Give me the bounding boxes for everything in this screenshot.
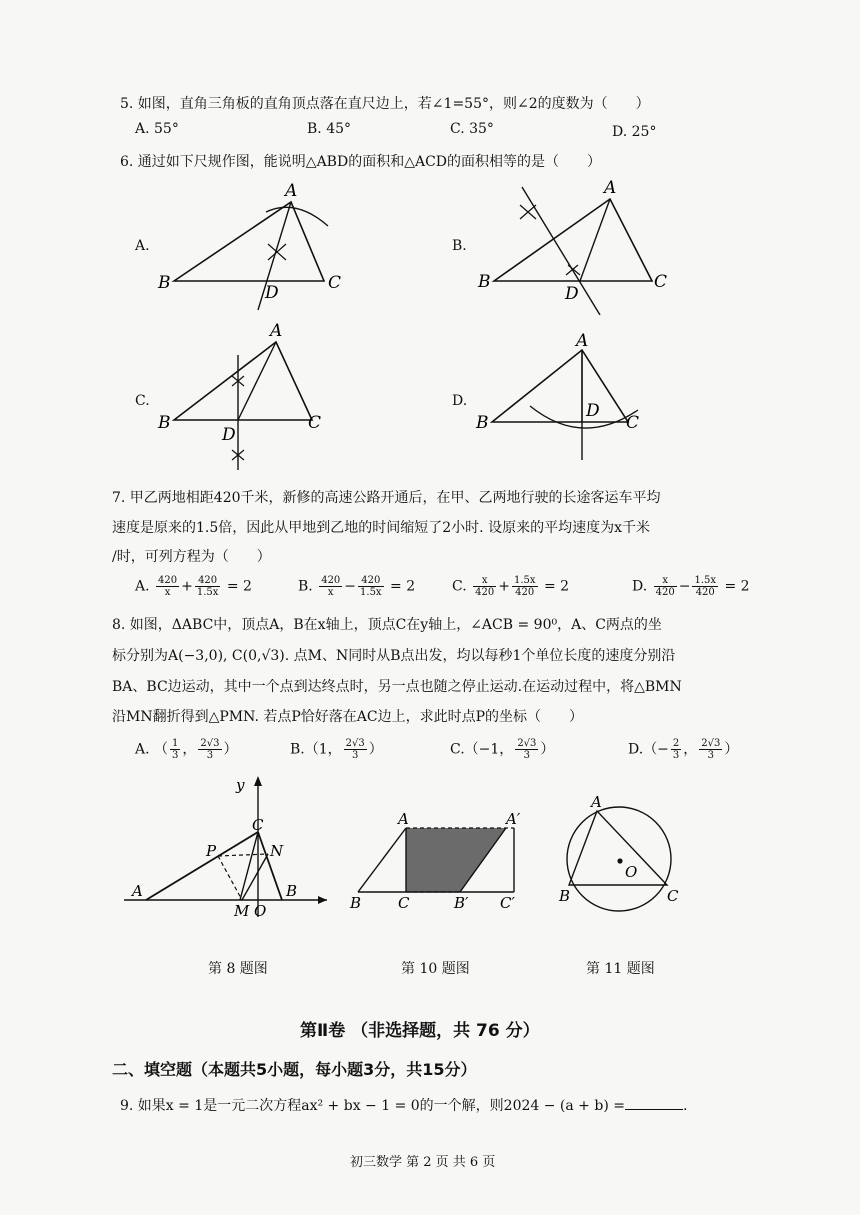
fig10-label-a-prime: A′ [506,810,521,828]
q5-stem: 5. 如图，直角三角板的直角顶点落在直尺边上，若∠1=55°，则∠2的度数为（ ） [120,96,650,112]
fig8-label-y: y [236,776,245,794]
fig10-label-c: C [398,894,410,912]
q6b-label-b: B [478,272,491,292]
fig8-label-a: A [132,882,143,900]
q6c-label-d: D [222,425,236,445]
fig8-label-c: C [252,816,264,834]
fig10-label-a: A [398,810,409,828]
q6c-label-b: B [158,413,171,433]
fig11-label-c: C [667,887,679,905]
q5-option-a: A. 55° [135,121,179,137]
q6-figure-c [152,320,342,475]
q6-stem: 6. 通过如下尺规作图，能说明△ABD的面积和△ACD的面积相等的是（ ） [120,154,602,170]
q6-option-a-label: A. [135,238,150,254]
q7-option-d: D. $\frac{x}{420}$ − $\frac{1.5x}{420}$ = 2 [632,575,750,598]
q6-figure-a [150,178,350,313]
q5-option-d: D. 25° [612,124,657,140]
fig10-label-c-prime: C′ [500,894,515,912]
q6d-label-c: C [626,413,640,433]
q8-line-4: 沿MN翻折得到△PMN. 若点P恰好落在AC边上，求此时点P的坐标（ ） [112,709,584,725]
q6-figure-b [470,175,680,315]
q6-option-d-label: D. [452,393,468,409]
q6a-label-b: B [158,273,171,293]
figure-10 [348,808,533,913]
q6c-label-c: C [308,413,322,433]
figure-10-caption: 第 10 题图 [401,961,470,977]
q8-option-a: A. （ $\frac{1}{3}$ ， $\frac{2√3}{3}$ ） [135,738,238,761]
fill-in-section-title: 二、填空题（本题共5小题，每小题3分，共15分） [112,1060,477,1079]
q8-line-1: 8. 如图，ΔABC中，顶点A，B在x轴上，顶点C在y轴上，∠ACB = 90⁰，A、C两点的坐 [112,617,662,633]
fig8-label-p: P [206,842,217,860]
figure-8 [122,772,337,922]
q9-answer-blank [625,1095,683,1110]
figure-8-caption: 第 8 题图 [208,961,268,977]
q8-option-c: C.（−1， $\frac{2√3}{3}$ ） [450,738,555,761]
fig10-label-b-prime: B′ [454,894,469,912]
q5-option-c: C. 35° [450,121,494,137]
q7-option-c: C. $\frac{x}{420}$ + $\frac{1.5x}{420}$ = 2 [452,575,570,598]
q7-option-b: B. $\frac{420}{x}$ − $\frac{420}{1.5x}$ = 2 [298,575,416,598]
fig8-label-n: N [270,842,284,860]
q6b-label-c: C [654,272,668,292]
q6a-label-c: C [328,273,342,293]
q8-option-b: B.（1， $\frac{2√3}{3}$ ） [290,738,383,761]
fig10-label-b: B [350,894,362,912]
q7-option-a: A. $\frac{420}{x}$ + $\frac{420}{1.5x}$ = 2 [135,575,252,598]
q6d-label-a: A [576,331,589,351]
q6b-label-a: A [604,178,617,198]
q7-line-1: 7. 甲乙两地相距420千米，新修的高速公路开通后，在甲、乙两地行驶的长途客运车平均 [112,490,661,506]
fig8-label-m: M [234,902,250,920]
q6-figure-d [470,330,660,470]
page-footer: 初三数学 第 2 页 共 6 页 [350,1155,496,1170]
q6d-label-b: B [476,413,489,433]
q8-option-d: D.（− $\frac{2}{3}$ ， $\frac{2√3}{3}$ ） [628,738,739,761]
fig11-label-b: B [559,887,571,905]
figure-11-caption: 第 11 题图 [586,961,655,977]
q9-line: 9. 如果x = 1是一元二次方程ax² + bx − 1 = 0的一个解，则2024 − (a + b) = . [120,1095,687,1115]
q8-line-3: BA、BC边运动，其中一个点到达终点时，另一点也随之停止运动.在运动过程中，将△BMN [112,679,682,695]
q6c-label-a: A [270,321,283,341]
fig8-label-o: O [254,902,267,920]
q6a-label-d: D [265,283,279,303]
q7-line-3: /时，可列方程为（ ） [112,549,271,565]
fig8-label-b: B [286,882,298,900]
q6-option-c-label: C. [135,393,150,409]
q6-option-b-label: B. [452,238,467,254]
q6d-label-d: D [586,401,600,421]
q6a-label-a: A [285,181,298,201]
q5-option-b: B. 45° [307,121,352,137]
q6b-label-d: D [565,284,579,304]
q7-line-2: 速度是原来的1.5倍，因此从甲地到乙地的时间缩短了2小时. 设原来的平均速度为x千米 [112,520,650,536]
fig11-label-o: O [625,863,638,881]
q8-line-2: 标分别为A(−3,0), C(0,√3). 点M、N同时从B点出发，均以每秒1个单位长度的速度分别沿 [112,648,676,664]
part-2-title: 第Ⅱ卷 （非选择题，共 76 分） [300,1021,540,1041]
figure-11 [555,795,685,920]
fig11-label-a: A [591,795,602,811]
